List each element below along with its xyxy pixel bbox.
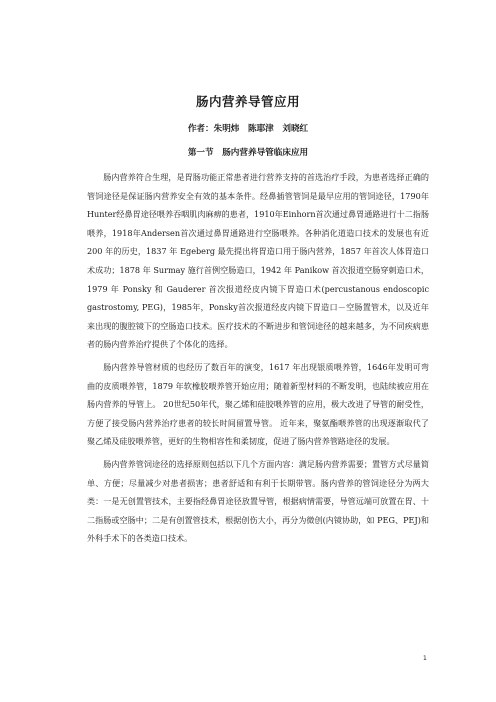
paragraph: 肠内营养导管材质的也经历了数百年的演变，1617 年出现银质喂养管，1646年发明可弯曲的皮质喂养管，1879 年软橡胶喂养管开始应用；随着新型材料的不断发明，也陆续被应用在肠内营养的导管上。 20世纪50年代，聚乙烯和硅胶喂养管的应用，极大改进了导管的耐受性，方便了接受肠内营养治疗患者的较长时间留置导管。 近年来，聚氨酯喂养管的出现逐渐取代了聚乙烯及硅胶喂养管，更好的生物相容性和柔韧度，促进了肠内营养管路途径的发展。: [87, 361, 429, 447]
paragraph: 肠内营养符合生理，是胃肠功能正常患者进行营养支持的首选治疗手段，为患者选择正确的管饲途径是保证肠内营养安全有效的基本条件。经鼻插管管饲是最早应用的管饲途径，1790年Hunter经鼻胃途径喂养吞咽肌肉麻痹的患者，1910年Einhorn首次通过鼻胃通路进行十二指肠喂养，1918年Andersen首次通过鼻胃通路进行空肠喂养。各种消化道造口技术的发展也有近 200 年的历史，1837 年 Egeberg 最先提出将胃造口用于肠内营养，1857 年首次人体胃造口术成功；1878 年 Surmay 施行首例空肠造口，1942 年 Panikow 首次报道空肠穿刺造口术，1979 年 Ponsky 和 Gauderer 首次报道经皮内镜下胃造口术(percustanous endoscopic gastrostomy, PEG)，1985年，Ponsky首次报道经皮内镜下胃造口－空肠置管术，以及近年来出现的腹腔镜下的空肠造口技术。医疗技术的不断进步和管饲途径的越来越多，为不同疾病患者的肠内营养治疗提供了个体化的选择。: [87, 172, 429, 350]
page-number: 1: [423, 655, 427, 662]
authors-line: 作者：朱明炜 陈耶津 刘晓红: [187, 124, 309, 134]
paragraph: 肠内营养管饲途径的选择原则包括以下几个方面内容：满足肠内营养需要；置管方式尽量简单、方便；尽量减少对患者损害；患者舒适和有利于长期带管。肠内营养的管饲途径分为两大类：一是无创置管技术，主要指经鼻胃途径放置导管，根据病情需要，导管远端可放置在胃、十二指肠或空肠中；二是有创置管技术，根据创伤大小，再分为微创(内镜协助，如 PEG、PEJ)和外科手术下的各类造口技术。: [87, 458, 429, 544]
body-text: [87, 168, 429, 552]
section-heading: 第一节 肠内营养导管临床应用: [187, 148, 309, 158]
document-title: 肠内营养导管应用: [195, 94, 300, 109]
